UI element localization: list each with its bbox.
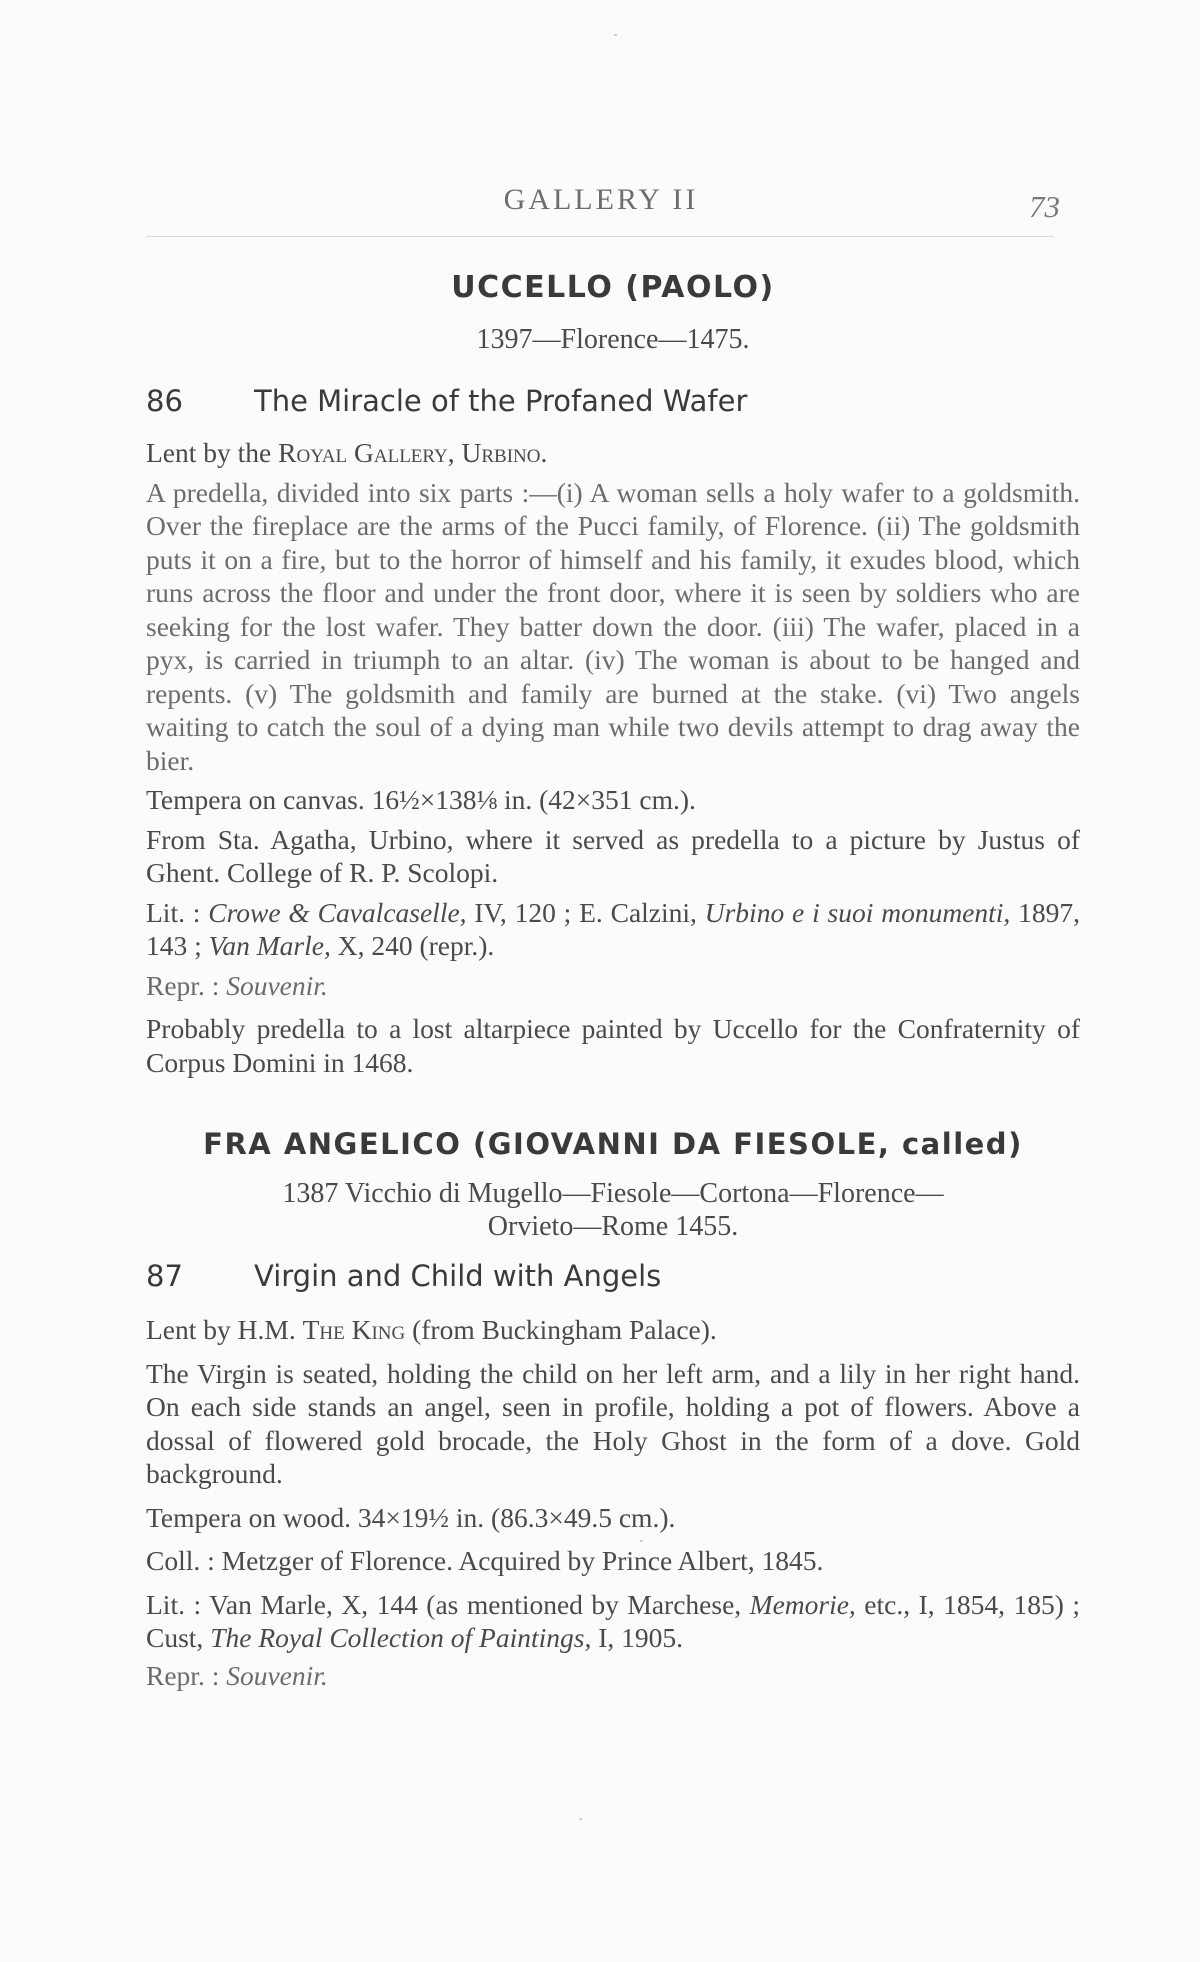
work-title: Virgin and Child with Angels xyxy=(254,1259,662,1293)
artist-dates: 1397—Florence—1475. xyxy=(476,324,750,355)
literature-ref: Van Marle, xyxy=(208,930,331,961)
lender-prefix: Lent by the xyxy=(146,437,279,468)
literature-label: Lit. : xyxy=(146,896,209,928)
reproduction-ref: Souvenir. xyxy=(226,969,328,1001)
medium-dimensions: Tempera on wood. 34×19½ in. (86.3×49.5 cm.). xyxy=(146,1501,676,1533)
reproduction xyxy=(146,1659,1080,1693)
medium-dimensions: Tempera on canvas. 16½×138⅛ in. (42×351 cm.). xyxy=(146,784,696,815)
lender-suffix: (from Buckingham Palace). xyxy=(405,1314,717,1345)
paper-fleck xyxy=(614,34,617,36)
literature-detail: 1897, 143 ; xyxy=(146,896,1080,961)
work-heading xyxy=(146,384,1080,418)
work-description: A predella, divided into six parts :—(i) A woman sells a holy wafer to a goldsmith. Over the fireplace are the arms of the Pucci family, of Florence. (ii) The goldsmith puts it on a fire, but to the horror of himself and his family, it exudes blood, which runs across the floor and under the front door, where it is seen by soldiers who are seeking for the lost wafer. They batter down the door. (iii) The wafer, placed in a pyx, is carried in triumph to an altar. (iv) The woman is about to be hanged and repents. (v) The goldsmith and family are burned at the stake. (vi) Two angels waiting to catch the soul of a dying man while two devils attempt to drag away the bier. xyxy=(146,476,1080,776)
provenance: From Sta. Agatha, Urbino, where it served as predella to a picture by Justus of Ghent. College of R. P. Scolopi. xyxy=(146,823,1080,888)
attribution-note: Probably predella to a lost altarpiece painted by Uccello for the Confraternity of Corpus Domini in 1468. xyxy=(146,1013,1080,1078)
entry-fra-angelico xyxy=(146,1127,1080,1692)
reproduction-label: Repr. : xyxy=(146,1659,227,1691)
header-rule xyxy=(146,236,1054,237)
literature-detail: I, 1905. xyxy=(591,1622,684,1653)
literature-detail: IV, 120 ; E. Calzini, xyxy=(466,896,705,928)
literature-ref: The Royal Collection of Paintings, xyxy=(210,1622,592,1653)
artist-dates xyxy=(146,1177,1080,1243)
page-number: 73 xyxy=(1029,189,1060,224)
artist-heading: UCCELLO (PAOLO) xyxy=(451,270,775,305)
reproduction xyxy=(146,969,1080,1003)
lender-line xyxy=(146,436,1080,470)
literature xyxy=(146,896,1080,963)
literature xyxy=(146,1588,1080,1655)
running-head xyxy=(142,183,1060,233)
artist-dates-line: Orvieto—Rome 1455. xyxy=(487,1211,739,1242)
artist-dates-line: 1387 Vicchio di Mugello—Fiesole—Cortona—Florence— xyxy=(282,1178,944,1209)
reproduction-ref: Souvenir. xyxy=(226,1659,328,1691)
literature-detail: X, 240 (repr.). xyxy=(330,930,495,961)
lender-name: The King xyxy=(302,1314,406,1345)
artist-heading: FRA ANGELICO (GIOVANNI DA FIESOLE, called) xyxy=(203,1127,1023,1161)
lender-name: Royal Gallery, Urbino. xyxy=(278,437,548,468)
collection-history: Coll. : Metzger of Florence. Acquired by Prince Albert, 1845. xyxy=(146,1545,824,1576)
work-title: The Miracle of the Profaned Wafer xyxy=(254,384,748,418)
work-heading xyxy=(146,1259,1080,1293)
literature-detail: etc., I, 1854, 185) ; Cust, xyxy=(146,1588,1080,1653)
lender-line xyxy=(146,1313,1080,1347)
entry-uccello xyxy=(146,270,1080,1079)
paper-fleck xyxy=(579,1818,582,1820)
catalogue-number: 87 xyxy=(146,1259,183,1293)
literature-label: Lit. : Van Marle, X, 144 (as mentioned by Marchese, xyxy=(146,1588,750,1620)
page-content xyxy=(146,260,1080,1692)
literature-ref: Memorie, xyxy=(749,1588,856,1620)
literature-ref: Crowe & Cavalcaselle, xyxy=(208,896,467,928)
lender-prefix: Lent by H.M. xyxy=(146,1314,303,1345)
running-title: GALLERY II xyxy=(503,183,699,216)
literature-ref: Urbino e i suoi monumenti, xyxy=(704,896,1011,928)
work-description: The Virgin is seated, holding the child on her left arm, and a lily in her right hand. On each side stands an angel, seen in profile, holding a pot of flowers. Above a dossal of flowered gold brocade, the Holy Ghost in the form of a dove. Gold background. xyxy=(146,1357,1080,1489)
reproduction-label: Repr. : xyxy=(146,969,227,1001)
catalogue-number: 86 xyxy=(146,384,183,418)
